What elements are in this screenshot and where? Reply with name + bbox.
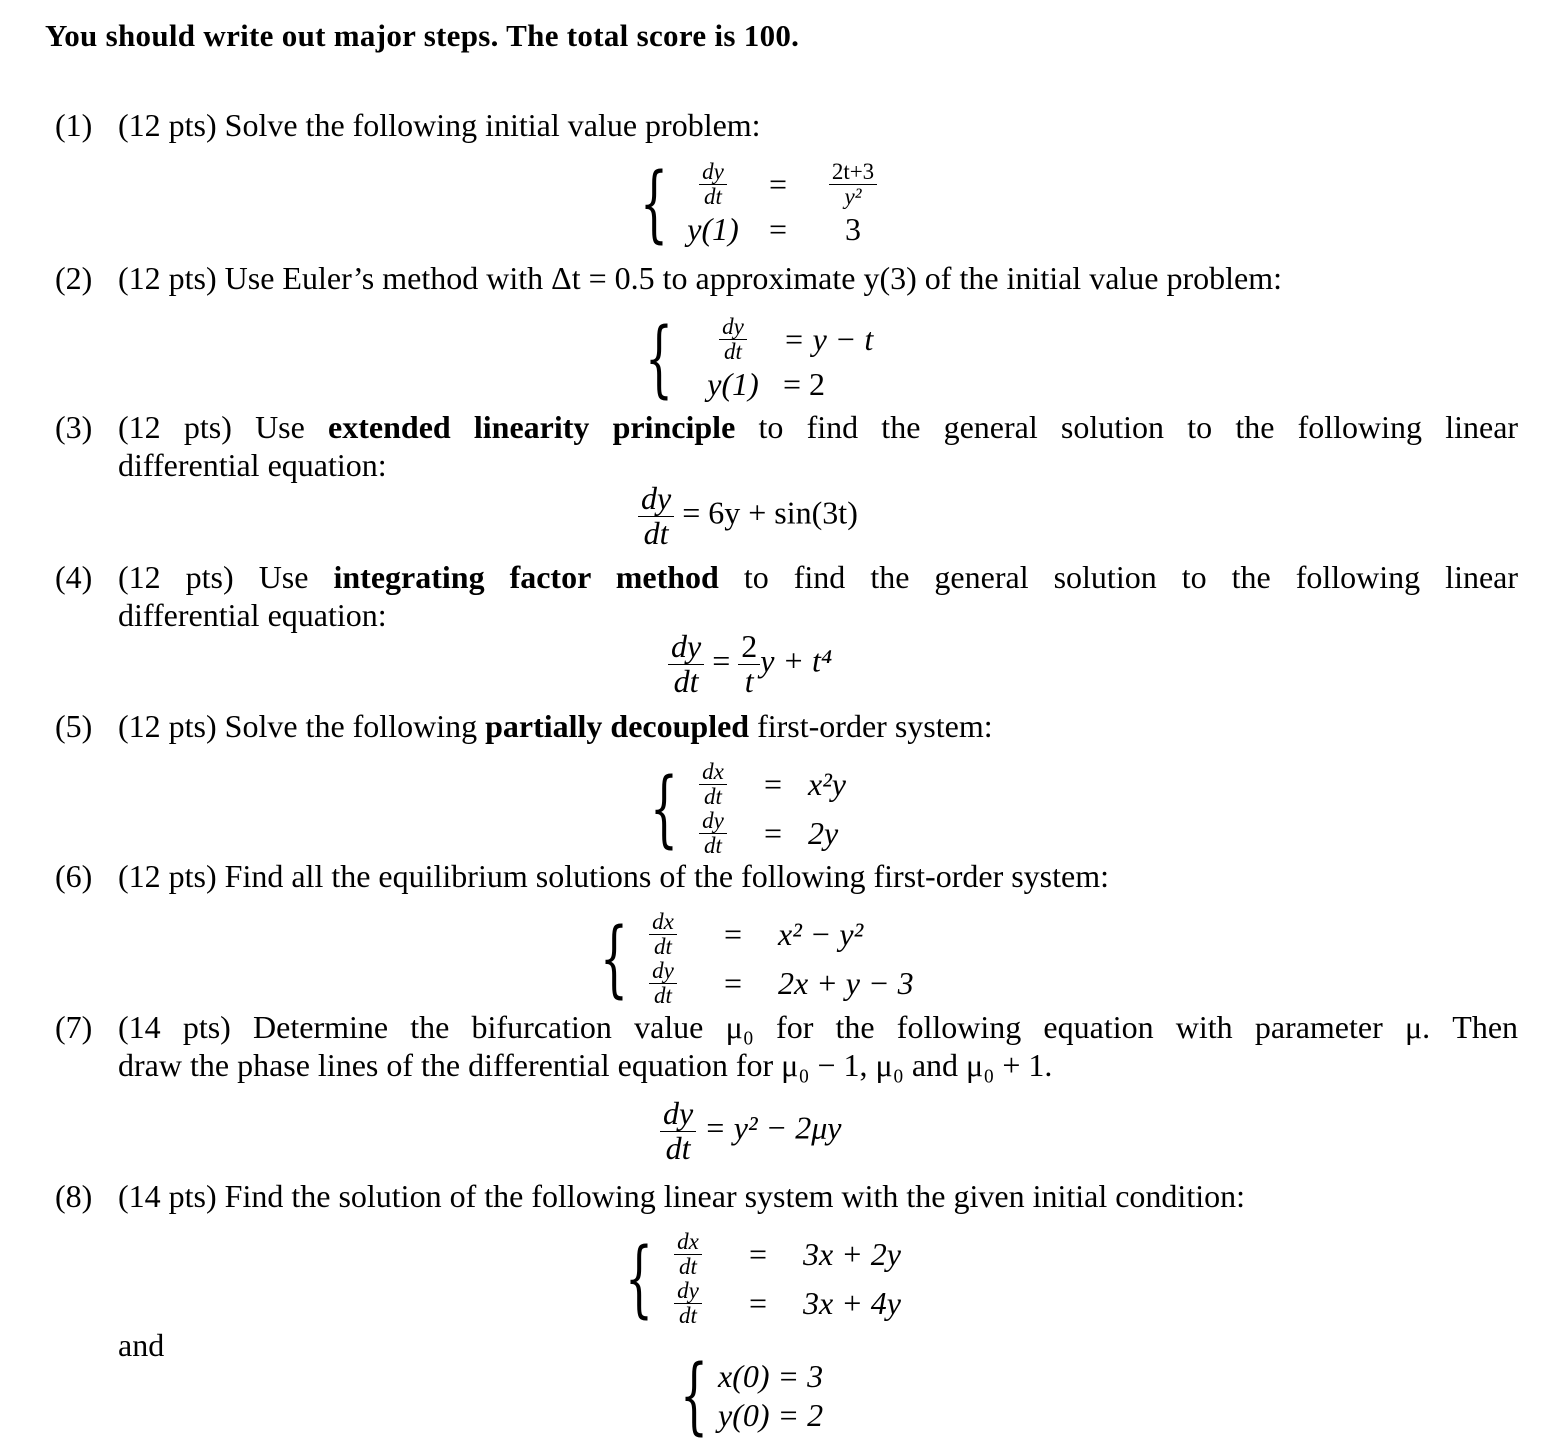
problem-text-line2: differential equation: [118, 597, 387, 633]
numerator: 2 [738, 630, 760, 665]
denominator: dt [654, 983, 672, 1009]
denominator: dt [673, 662, 699, 699]
denominator: dt [704, 184, 722, 210]
denominator: dt [724, 339, 742, 365]
points: (12 pts) [118, 708, 217, 744]
rhs: = 6y + sin(3t) [682, 494, 858, 531]
initial-value: 3 [845, 211, 861, 248]
points: (12 pts) [118, 107, 217, 143]
problem-8 [55, 1178, 1245, 1215]
numerator: dx [674, 1230, 702, 1255]
brace: { [625, 1230, 653, 1328]
points: (12 pts) [118, 559, 234, 595]
initial-condition-lhs: y(1) [707, 366, 759, 403]
points: (14 pts) [118, 1178, 217, 1214]
brace: { [600, 910, 628, 1008]
equation-7 [660, 1097, 841, 1165]
rhs: 2x + y − 3 [778, 965, 914, 1002]
numerator: dx [699, 760, 727, 785]
numerator: dy [719, 315, 747, 340]
denominator: dt [665, 1129, 691, 1166]
equals: = [768, 211, 788, 248]
system-6 [600, 910, 948, 1009]
rhs: x² − y² [778, 916, 864, 953]
initial-conditions [680, 1347, 868, 1445]
initial-condition-lhs: y(1) [687, 211, 739, 248]
numerator: dy [699, 160, 727, 185]
text: Solve the following [224, 708, 478, 744]
denominator: dt [679, 1254, 697, 1280]
problem-5 [55, 708, 993, 745]
initial-value: = 2 [783, 366, 826, 403]
denominator: t [744, 662, 754, 699]
ivp-system-1 [640, 155, 898, 253]
equals: = [748, 1285, 768, 1322]
points: (12 pts) [118, 409, 232, 445]
ivp-system-2 [645, 310, 923, 408]
equation-4 [668, 630, 832, 698]
text: to find the general solution to the following linear [758, 409, 1519, 445]
problem-number: (2) [55, 260, 93, 296]
equals: = [712, 642, 731, 679]
brace: { [680, 1347, 708, 1445]
problem-7 [55, 1008, 1518, 1047]
equals: = [723, 965, 743, 1002]
problem-number: (6) [55, 858, 93, 894]
exam-instructions: You should write out major steps. The total score is 100. [45, 18, 800, 53]
rhs: = y² − 2μy [704, 1109, 842, 1146]
brace: { [645, 310, 673, 408]
rhs: = y − t [783, 321, 874, 358]
problem-3 [55, 408, 1518, 447]
equals: = [763, 815, 783, 852]
emphasis: extended linearity principle [328, 409, 736, 445]
equation-3 [638, 482, 858, 550]
emphasis: partially decoupled [485, 708, 750, 744]
numerator: dy [674, 1279, 702, 1304]
problem-number: (7) [55, 1009, 93, 1045]
problem-text: Solve the following initial value problem: [224, 107, 761, 143]
text: Use [255, 409, 305, 445]
equals: = [748, 1236, 768, 1273]
problem-text: Find the solution of the following linear system with the given initial condition: [224, 1178, 1245, 1214]
problem-text: Use Euler’s method with Δt = 0.5 to approximate y(3) of the initial value problem: [224, 260, 1283, 296]
text: Use [258, 559, 309, 595]
problem-text-line2: differential equation: [118, 447, 387, 483]
problem-text: Find all the equilibrium solutions of the following first-order system: [224, 858, 1109, 894]
equals: = [723, 916, 743, 953]
text: first-order system: [757, 708, 993, 744]
points: (12 pts) [118, 260, 217, 296]
rhs: x²y [808, 766, 846, 803]
problem-number: (3) [55, 409, 93, 445]
points: (12 pts) [118, 858, 217, 894]
numerator: dy [668, 630, 704, 665]
problem-2 [55, 260, 1282, 297]
initial-condition-y: y(0) = 2 [718, 1397, 824, 1433]
emphasis: integrating factor method [333, 559, 719, 595]
equals: = [763, 766, 783, 803]
problem-number: (4) [55, 559, 93, 595]
problem-6 [55, 858, 1109, 895]
problem-4 [55, 558, 1518, 597]
system-5 [650, 760, 898, 859]
brace: { [640, 155, 668, 253]
rhs: 3x + 4y [803, 1285, 901, 1322]
equals: = [768, 166, 788, 203]
denominator: y² [844, 184, 862, 210]
text: to find the general solution to the following linear [743, 559, 1519, 595]
numerator: dy [638, 482, 674, 517]
points: (14 pts) [118, 1009, 231, 1045]
rhs: 2y [808, 815, 839, 852]
problem-number: (5) [55, 708, 93, 744]
rhs: y + t⁴ [760, 642, 833, 679]
initial-condition-x: x(0) = 3 [718, 1358, 824, 1394]
problem-text: Determine the bifurcation value μ₀ for the following equation with parameter μ. Then [253, 1009, 1519, 1045]
rhs: 3x + 2y [803, 1236, 901, 1273]
denominator: dt [704, 833, 722, 859]
brace: { [650, 760, 678, 858]
problem-1 [55, 107, 761, 144]
numerator: dy [699, 809, 727, 834]
problem-text-line2: draw the phase lines of the differential equation for μ₀ − 1, μ₀ and μ₀ + 1. [118, 1047, 1053, 1083]
problem-number: (1) [55, 107, 93, 143]
denominator: dt [654, 934, 672, 960]
denominator: dt [643, 514, 669, 551]
system-8 [625, 1230, 953, 1329]
problem-number: (8) [55, 1178, 93, 1214]
denominator: dt [704, 784, 722, 810]
numerator: 2t+3 [829, 160, 877, 185]
denominator: dt [679, 1303, 697, 1329]
numerator: dy [660, 1097, 696, 1132]
numerator: dx [649, 910, 677, 935]
numerator: dy [649, 959, 677, 984]
and-label: and [118, 1327, 165, 1363]
